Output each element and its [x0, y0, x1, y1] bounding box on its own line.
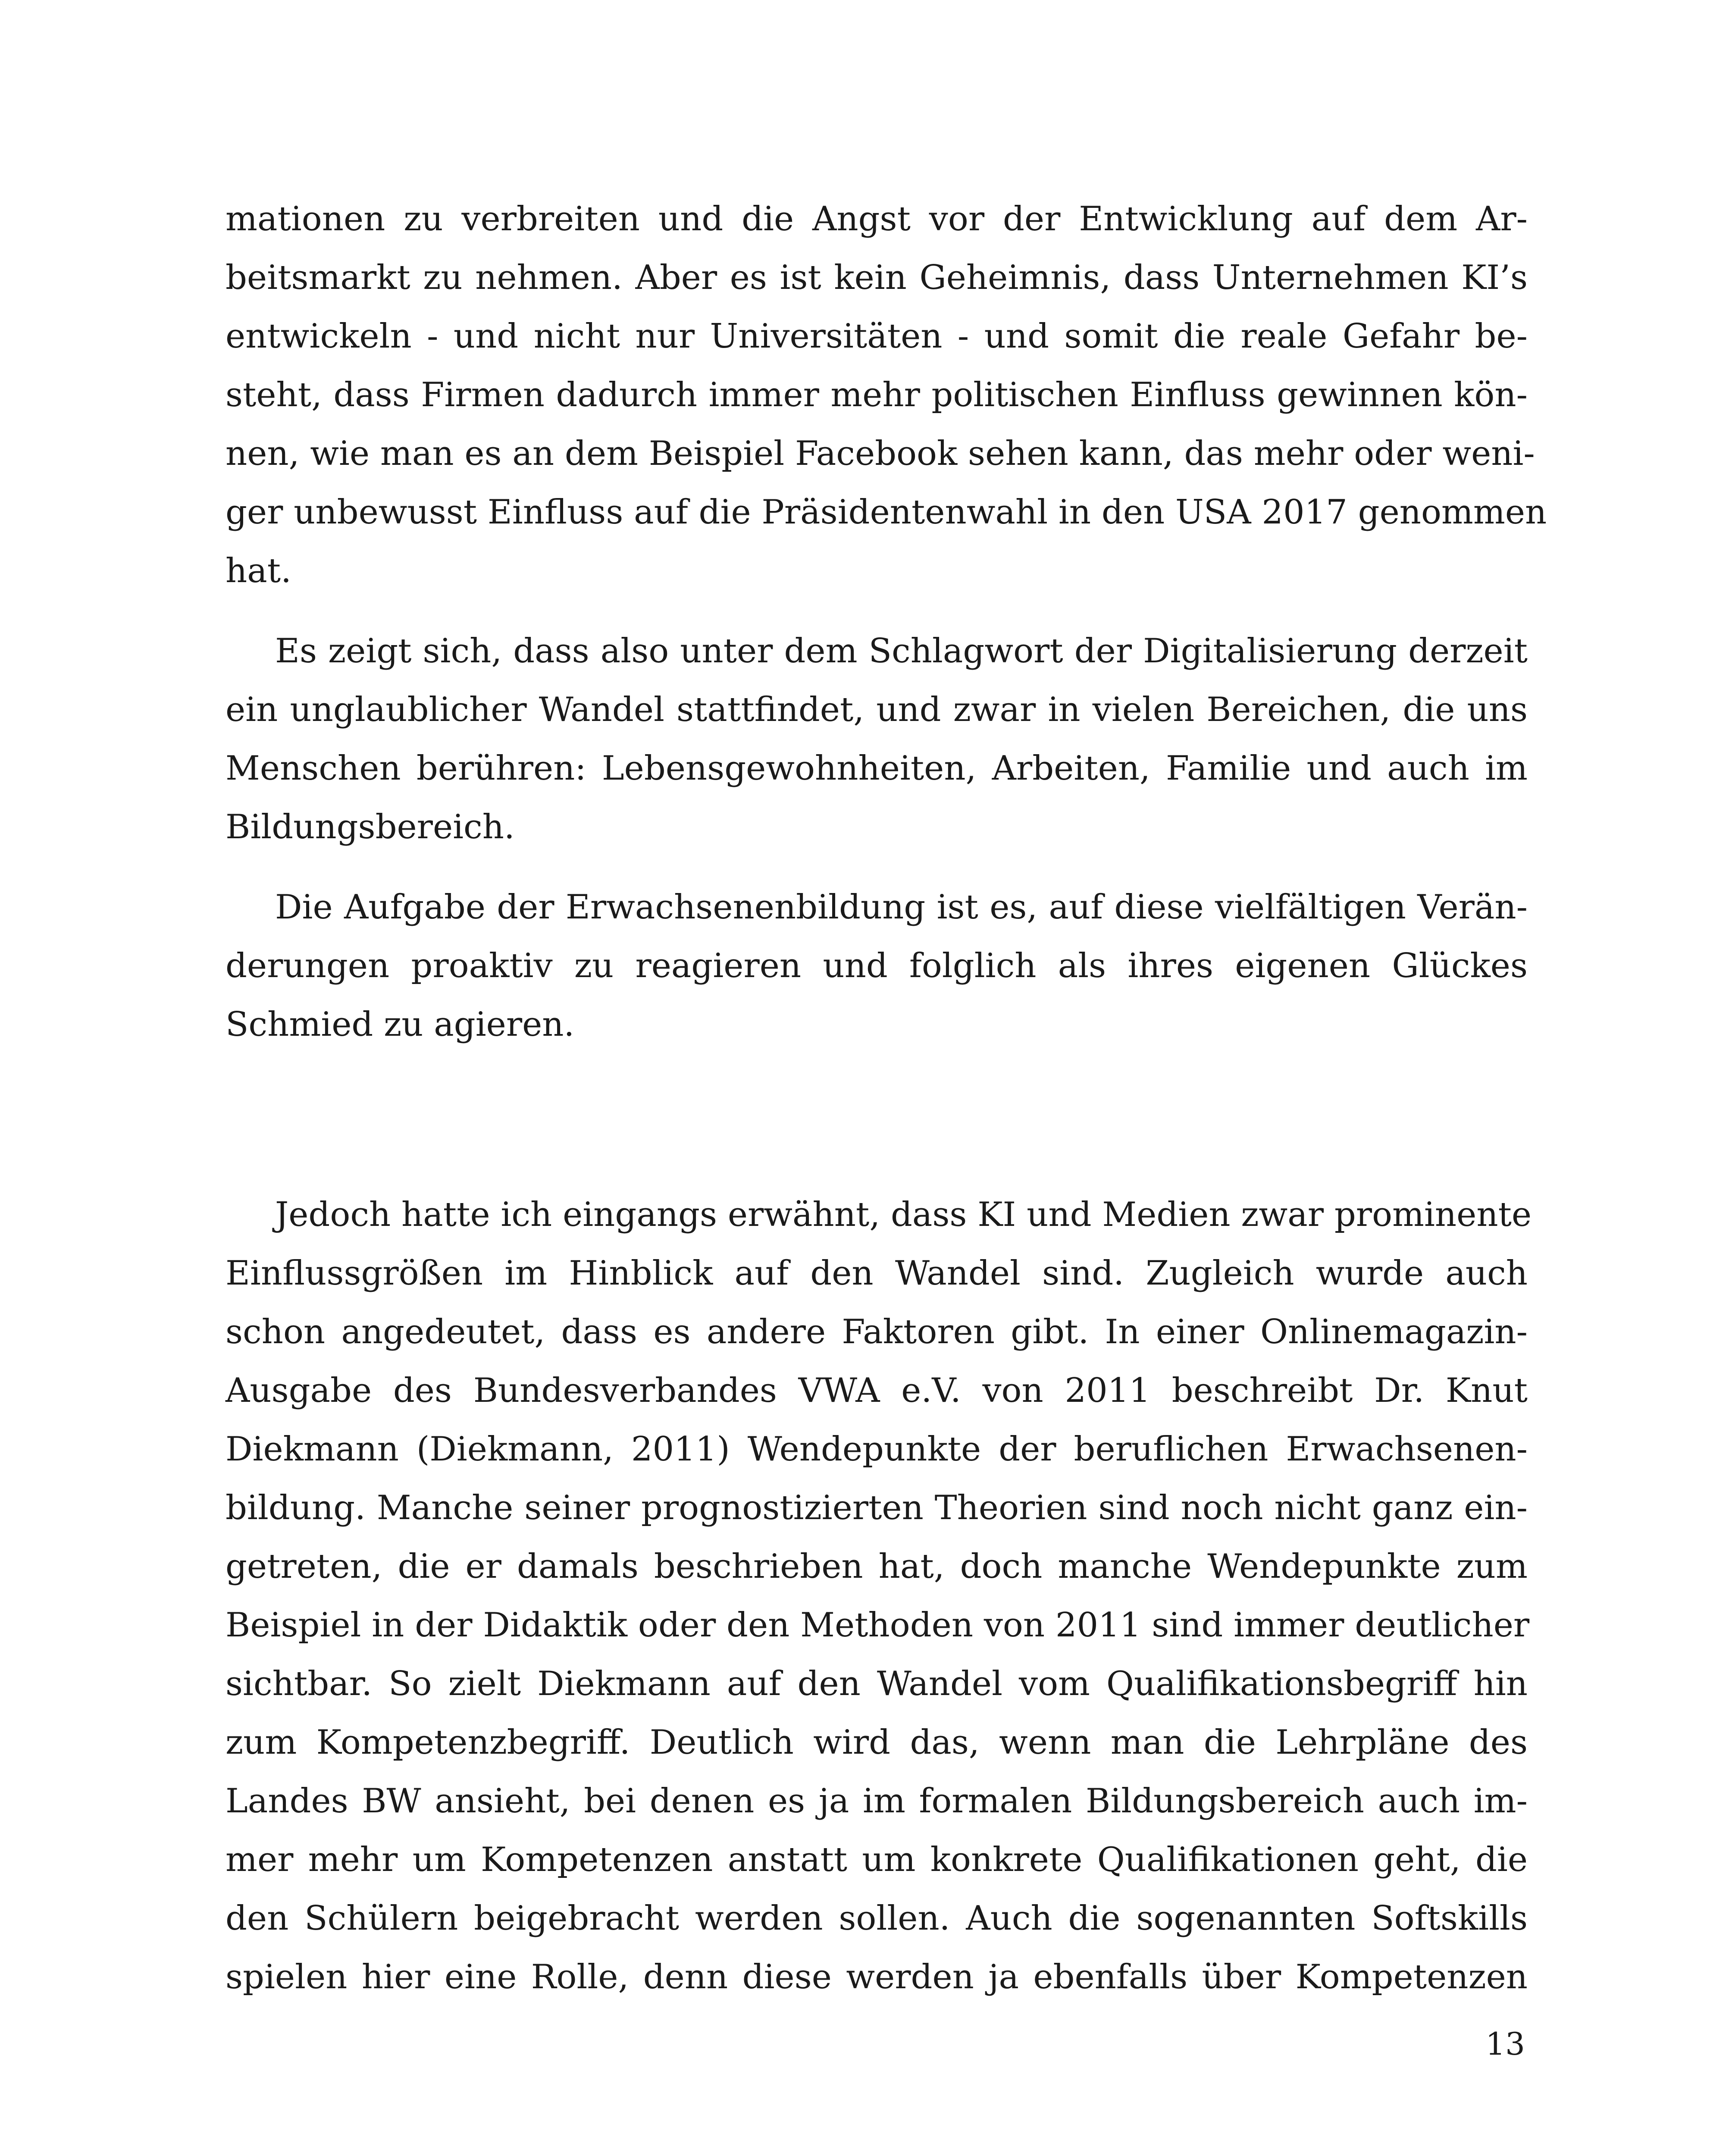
text-line: ein unglaublicher Wandel stattfindet, und zwar in vielen Bereichen, die uns [226, 690, 1528, 729]
text-line: zum Kompetenzbegriff. Deutlich wird das, wenn man die Lehrpläne des [226, 1723, 1528, 1762]
text-line: Menschen berühren: Lebensgewohnheiten, Arbeiten, Familie und auch im [226, 749, 1528, 788]
paragraph-gap [226, 600, 1528, 622]
text-line: Diekmann (Diekmann, 2011) Wendepunkte der beruflichen Erwachsenen- [226, 1430, 1528, 1469]
text-line: bildung. Manche seiner prognostizierten Theorien sind noch nicht ganz ein- [226, 1489, 1528, 1527]
text-line: Einflussgrößen im Hinblick auf den Wandel sind. Zugleich wurde auch [226, 1254, 1528, 1293]
text-line: Die Aufgabe der Erwachsenenbildung ist es, auf diese vielfältigen Verän- [275, 888, 1528, 927]
paragraph-gap [226, 856, 1528, 878]
text-line: sichtbar. So zielt Diekmann auf den Wandel vom Qualifikationsbegriff hin [226, 1664, 1528, 1703]
text-line: derungen proaktiv zu reagieren und folglich als ihres eigenen Glückes [226, 946, 1528, 985]
body-text [226, 190, 1547, 2006]
paragraph [226, 878, 1528, 1054]
page-number: 13 [1485, 2026, 1525, 2062]
text-line: mationen zu verbreiten und die Angst vor der Entwicklung auf dem Ar- [226, 200, 1528, 238]
text-line: hat. [226, 552, 291, 590]
text-line: schon angedeutet, dass es andere Faktoren gibt. In einer Onlinemagazin- [226, 1313, 1528, 1351]
text-line: mer mehr um Kompetenzen anstatt um konkrete Qualifikationen geht, die [226, 1840, 1528, 1879]
paragraph-gap [226, 1054, 1528, 1185]
text-line: steht, dass Firmen dadurch immer mehr politischen Einfluss gewinnen kön- [226, 376, 1528, 414]
text-line: den Schülern beigebracht werden sollen. Auch die sogenannten Softskills [226, 1899, 1528, 1938]
text-line: Jedoch hatte ich eingangs erwähnt, dass KI und Medien zwar prominente [275, 1195, 1532, 1234]
text-line: getreten, die er damals beschrieben hat, doch manche Wendepunkte zum [226, 1547, 1528, 1586]
paragraph [226, 190, 1547, 600]
paragraph [226, 622, 1528, 856]
text-line: beitsmarkt zu nehmen. Aber es ist kein Geheimnis, dass Unternehmen KI’s [226, 258, 1528, 297]
text-line: entwickeln - und nicht nur Universitäten - und somit die reale Gefahr be- [226, 317, 1528, 356]
text-line: spielen hier eine Rolle, denn diese werden ja ebenfalls über Kompetenzen [226, 1958, 1528, 1996]
text-line: Es zeigt sich, dass also unter dem Schlagwort der Digitalisierung derzeit [275, 632, 1528, 671]
text-line: Bildungsbereich. [226, 808, 515, 846]
text-line: Landes BW ansieht, bei denen es ja im formalen Bildungsbereich auch im- [226, 1782, 1528, 1821]
text-line: Beispiel in der Didaktik oder den Methoden von 2011 sind immer deutlicher [226, 1606, 1530, 1645]
text-line: Schmied zu agieren. [226, 1005, 575, 1044]
document-page [226, 190, 1547, 2006]
text-line: ger unbewusst Einfluss auf die Präsidentenwahl in den USA 2017 genommen [226, 493, 1547, 532]
text-line: nen, wie man es an dem Beispiel Facebook sehen kann, das mehr oder weni- [226, 434, 1535, 473]
text-line: Ausgabe des Bundesverbandes VWA e.V. von 2011 beschreibt Dr. Knut [226, 1371, 1528, 1410]
paragraph [226, 1185, 1532, 2006]
